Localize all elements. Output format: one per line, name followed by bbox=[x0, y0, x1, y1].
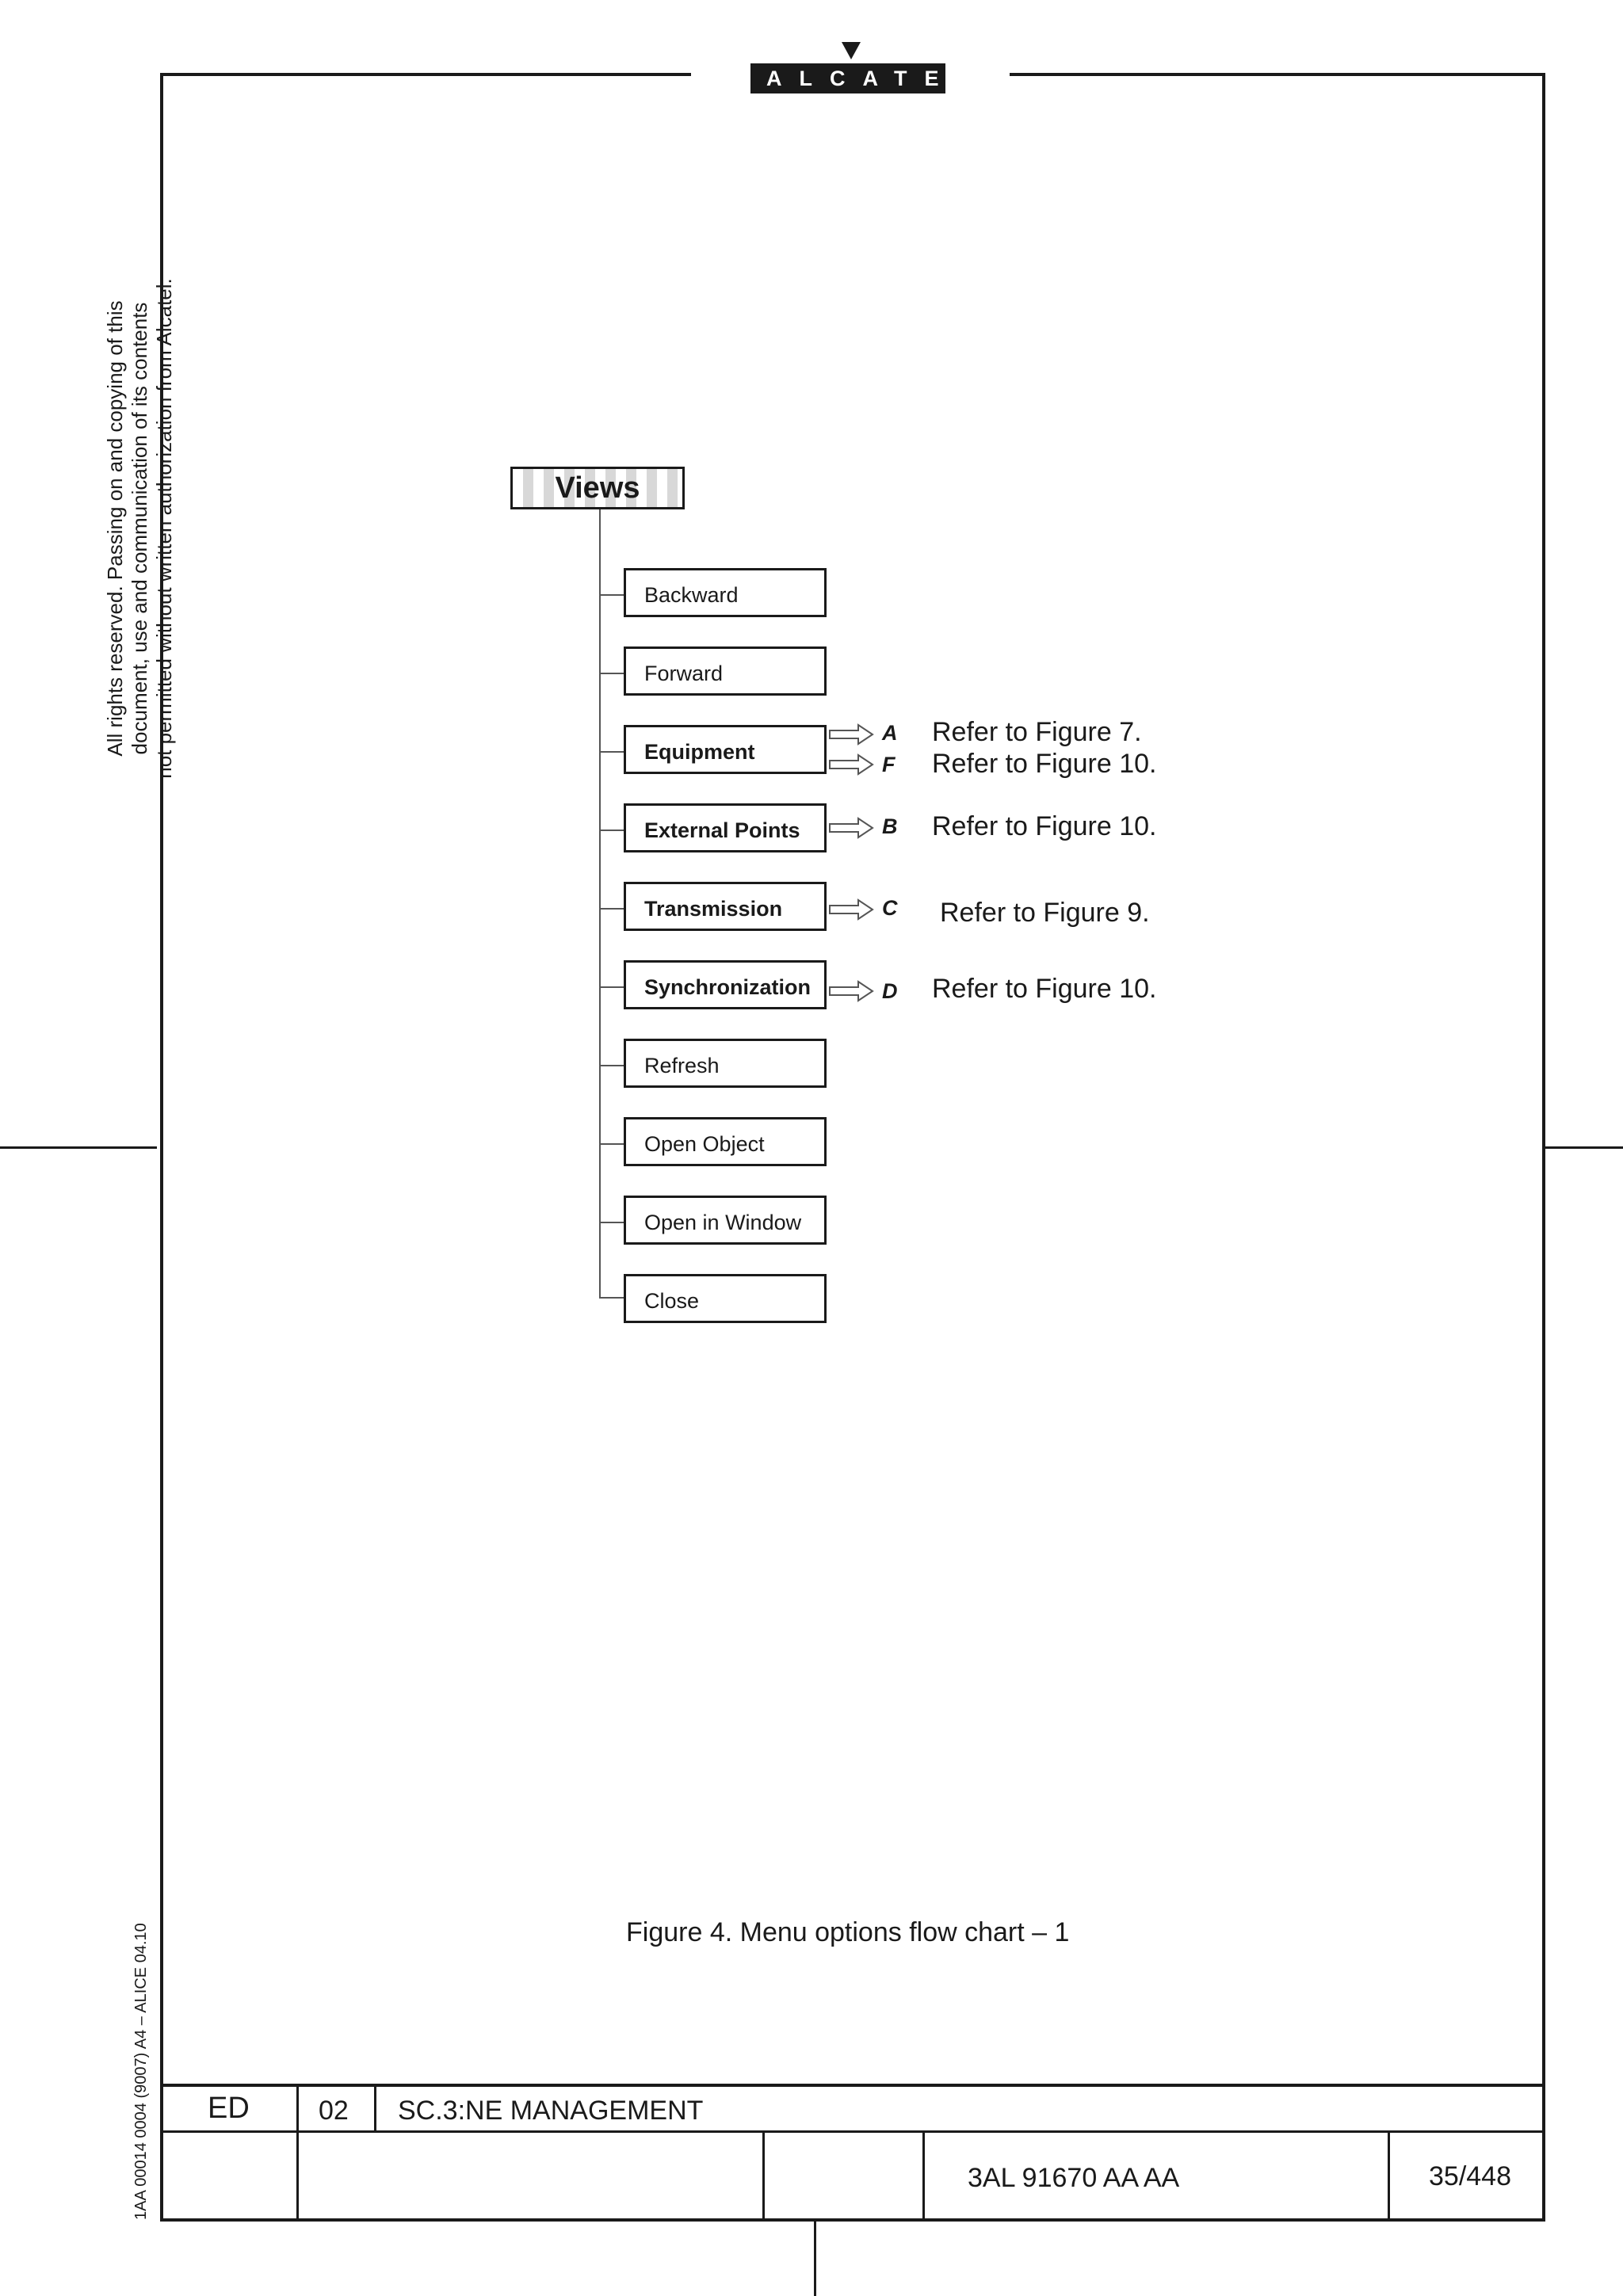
footer-mid-border bbox=[160, 2130, 1545, 2133]
menu-item-forward: Forward bbox=[624, 646, 827, 696]
figure-caption: Figure 4. Menu options flow chart – 1 bbox=[626, 1917, 1070, 1947]
branch-line bbox=[599, 908, 624, 910]
footer-top-border bbox=[160, 2084, 1545, 2087]
arrow-right-icon bbox=[828, 753, 876, 776]
alcatel-logo: ALCATEL bbox=[750, 63, 945, 93]
menu-item-synchronization: Synchronization bbox=[624, 960, 827, 1009]
menu-item-backward: Backward bbox=[624, 568, 827, 617]
menu-item-close: Close bbox=[624, 1274, 827, 1323]
footer-bottom-border bbox=[160, 2218, 1545, 2222]
frame-top-left bbox=[160, 73, 691, 76]
views-menu-header bbox=[510, 467, 685, 509]
reference-text: Refer to Figure 10. bbox=[932, 974, 1157, 1004]
menu-item-equipment: Equipment bbox=[624, 725, 827, 774]
branch-line bbox=[599, 673, 624, 674]
footer-divider bbox=[762, 2131, 765, 2220]
form-code: 1AA 00014 0004 (9007) A4 – ALICE 04.10 bbox=[132, 1923, 150, 2220]
tree-trunk-line bbox=[599, 509, 601, 1299]
edition-label: ED bbox=[208, 2092, 250, 2125]
section-title: SC.3:NE MANAGEMENT bbox=[398, 2096, 704, 2126]
reference-letter: B bbox=[882, 814, 898, 838]
reference-text: Refer to Figure 10. bbox=[932, 749, 1157, 779]
reference-text: Refer to Figure 7. bbox=[932, 717, 1142, 747]
copyright-notice bbox=[103, 255, 177, 802]
branch-line bbox=[599, 986, 624, 988]
views-menu-title: Views bbox=[555, 471, 640, 505]
menu-item-open-object: Open Object bbox=[624, 1117, 827, 1166]
logo-triangle-icon bbox=[842, 42, 861, 59]
reference-text: Refer to Figure 10. bbox=[932, 811, 1157, 841]
notice-line-2: document, use and communication of its contents bbox=[128, 302, 151, 755]
menu-item-refresh: Refresh bbox=[624, 1039, 827, 1088]
arrow-right-icon bbox=[828, 898, 876, 921]
footer-divider bbox=[922, 2131, 925, 2220]
page-number: 35/448 bbox=[1429, 2161, 1511, 2191]
fold-mark-left bbox=[0, 1146, 157, 1149]
arrow-right-icon bbox=[828, 723, 876, 746]
reference-text: Refer to Figure 9. bbox=[940, 898, 1150, 928]
arrow-right-icon bbox=[828, 816, 876, 840]
reference-letter: A bbox=[882, 721, 898, 745]
footer-divider bbox=[374, 2084, 376, 2131]
frame-top-right bbox=[1010, 73, 1545, 76]
binding-mark bbox=[814, 2222, 816, 2296]
fold-mark-right bbox=[1545, 1146, 1623, 1149]
reference-letter: D bbox=[882, 979, 898, 1003]
branch-line bbox=[599, 1143, 624, 1145]
footer-divider bbox=[296, 2084, 299, 2220]
notice-line-3: not permitted without written authorization from Alcatel. bbox=[152, 278, 176, 779]
reference-letter: F bbox=[882, 753, 896, 776]
document-code: 3AL 91670 AA AA bbox=[968, 2163, 1180, 2193]
menu-item-external-points: External Points bbox=[624, 803, 827, 852]
branch-line bbox=[599, 1065, 624, 1066]
branch-line bbox=[599, 830, 624, 831]
reference-letter: C bbox=[882, 896, 898, 920]
branch-line bbox=[599, 1222, 624, 1223]
branch-line bbox=[599, 751, 624, 753]
branch-line bbox=[599, 594, 624, 596]
menu-item-open-in-window: Open in Window bbox=[624, 1196, 827, 1245]
footer-divider bbox=[1388, 2131, 1390, 2220]
edition-value: 02 bbox=[319, 2096, 349, 2126]
menu-item-transmission: Transmission bbox=[624, 882, 827, 931]
branch-line bbox=[599, 1297, 624, 1299]
notice-line-1: All rights reserved. Passing on and copying of this bbox=[103, 300, 127, 757]
arrow-right-icon bbox=[828, 979, 876, 1003]
